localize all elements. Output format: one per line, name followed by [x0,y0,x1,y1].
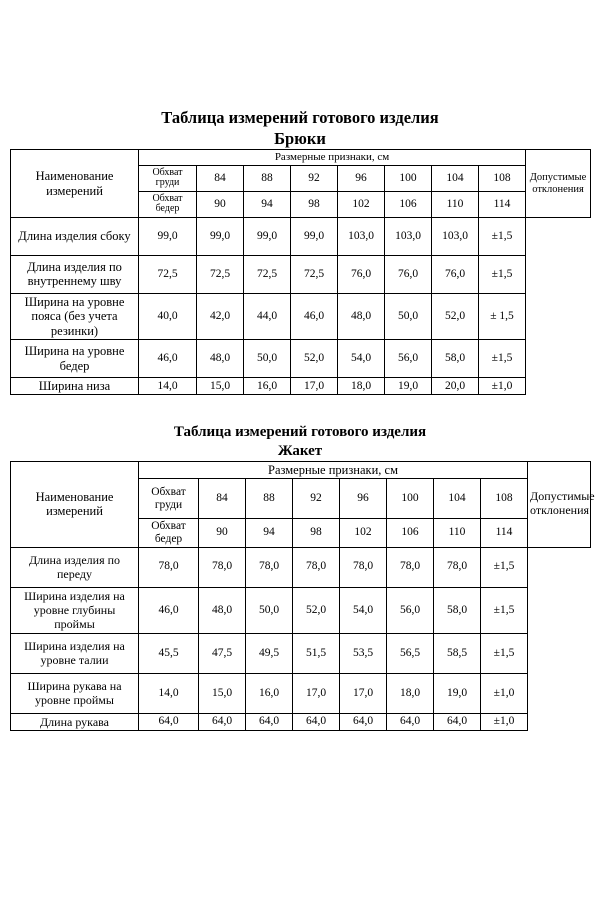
header-hips-102: 102 [340,519,387,547]
header-hips-106: 106 [387,519,434,547]
cell-value: 58,0 [434,587,481,633]
header-chest-84: 84 [199,479,246,519]
cell-deviation: ±1,5 [479,340,526,378]
cell-value: 50,0 [385,293,432,339]
cell-value: 56,0 [387,587,434,633]
header-hips-110: 110 [434,519,481,547]
cell-deviation: ± 1,5 [479,293,526,339]
header-name-column: Наименование измерений [11,461,139,547]
header-deviations: Допустимые отклонения [528,461,591,547]
header-chest-92: 92 [293,479,340,519]
header-chest-88: 88 [244,165,291,191]
header-chest-96: 96 [338,165,385,191]
table-1-title [10,0,590,149]
cell-deviation: ±1,5 [481,547,528,587]
header-chest-104: 104 [434,479,481,519]
cell-deviation: ±1,5 [479,255,526,293]
header-name-column: Наименование измерений [11,150,139,218]
header-chest-84: 84 [197,165,244,191]
cell-value: 50,0 [246,587,293,633]
cell-value: 72,5 [244,255,291,293]
row-label: Длина изделия по переду [11,547,139,587]
header-hips-98: 98 [291,191,338,217]
cell-value: 53,5 [340,633,387,673]
cell-value: 103,0 [338,217,385,255]
header-chest-100: 100 [387,479,434,519]
cell-deviation: ±1,5 [481,633,528,673]
header-chest-96: 96 [340,479,387,519]
cell-deviation: ±1,5 [481,587,528,633]
cell-value: 46,0 [139,340,197,378]
table-row [11,217,591,255]
header-hips-98: 98 [293,519,340,547]
row-label: Ширина на уровне пояса (без учета резинки) [11,293,139,339]
cell-value: 40,0 [139,293,197,339]
table-row [11,340,591,378]
row-label: Ширина изделия на уровне глубины проймы [11,587,139,633]
table-2-title-line-2: Жакет [277,443,323,460]
cell-value: 78,0 [139,547,199,587]
cell-value: 64,0 [293,713,340,730]
header-hips-102: 102 [338,191,385,217]
cell-value: 18,0 [338,378,385,395]
row-label: Длина изделия по внутреннему шву [11,255,139,293]
header-chest-88: 88 [246,479,293,519]
row-label: Длина рукава [11,713,139,730]
cell-value: 46,0 [291,293,338,339]
header-hips-90: 90 [199,519,246,547]
table-row [11,673,591,713]
table-row [11,547,591,587]
cell-value: 64,0 [139,713,199,730]
header-hips-94: 94 [244,191,291,217]
table-1-title-line-1: Таблица измерений готового изделия [161,108,439,127]
header-chest-label: Обхват груди [139,479,199,519]
cell-value: 52,0 [293,587,340,633]
row-label: Ширина низа [11,378,139,395]
cell-value: 58,0 [432,340,479,378]
table-2-title-line-1: Таблица измерений готового изделия [173,424,427,441]
cell-value: 44,0 [244,293,291,339]
cell-value: 17,0 [340,673,387,713]
cell-value: 19,0 [385,378,432,395]
row-label: Длина изделия сбоку [11,217,139,255]
cell-value: 48,0 [338,293,385,339]
row-label: Ширина рукава на уровне проймы [11,673,139,713]
cell-deviation: ±1,0 [481,713,528,730]
cell-value: 42,0 [197,293,244,339]
cell-value: 56,5 [387,633,434,673]
cell-value: 54,0 [340,587,387,633]
cell-value: 64,0 [199,713,246,730]
cell-value: 47,5 [199,633,246,673]
cell-value: 72,5 [139,255,197,293]
cell-value: 64,0 [434,713,481,730]
cell-value: 17,0 [291,378,338,395]
cell-deviation: ±1,0 [479,378,526,395]
cell-value: 15,0 [199,673,246,713]
cell-value: 64,0 [387,713,434,730]
cell-value: 78,0 [293,547,340,587]
measurements-table-jacket [10,461,595,731]
cell-value: 78,0 [387,547,434,587]
header-chest-108: 108 [481,479,528,519]
cell-value: 51,5 [293,633,340,673]
header-hips-114: 114 [479,191,526,217]
header-chest-100: 100 [385,165,432,191]
cell-value: 16,0 [244,378,291,395]
table-row [11,378,591,395]
cell-value: 78,0 [246,547,293,587]
row-label: Ширина изделия на уровне талии [11,633,139,673]
cell-value: 17,0 [293,673,340,713]
cell-value: 48,0 [197,340,244,378]
table-row [11,150,591,166]
cell-value: 54,0 [338,340,385,378]
cell-value: 72,5 [197,255,244,293]
header-sizes-span: Размерные признаки, см [139,461,528,478]
cell-value: 56,0 [385,340,432,378]
cell-value: 46,0 [139,587,199,633]
cell-value: 14,0 [139,673,199,713]
header-hips-106: 106 [385,191,432,217]
header-chest-92: 92 [291,165,338,191]
cell-value: 99,0 [139,217,197,255]
header-chest-label: Обхват груди [139,165,197,191]
measurements-table-trousers [10,149,591,395]
table-2-title [10,395,590,461]
cell-value: 72,5 [291,255,338,293]
cell-value: 15,0 [197,378,244,395]
cell-value: 78,0 [340,547,387,587]
table-row [11,713,591,730]
cell-value: 76,0 [385,255,432,293]
cell-value: 78,0 [199,547,246,587]
cell-deviation: ±1,5 [479,217,526,255]
header-hips-94: 94 [246,519,293,547]
header-sizes-span: Размерные признаки, см [139,150,526,166]
cell-value: 76,0 [432,255,479,293]
header-hips-label: Обхват бедер [139,191,197,217]
header-deviations: Допустимые отклонения [526,150,591,218]
cell-value: 49,5 [246,633,293,673]
cell-value: 58,5 [434,633,481,673]
header-hips-label: Обхват бедер [139,519,199,547]
cell-value: 103,0 [385,217,432,255]
table-row [11,461,591,478]
table-1-title-line-2: Брюки [274,128,326,148]
header-hips-110: 110 [432,191,479,217]
table-row [11,633,591,673]
cell-deviation: ±1,0 [481,673,528,713]
cell-value: 103,0 [432,217,479,255]
cell-value: 19,0 [434,673,481,713]
cell-value: 18,0 [387,673,434,713]
cell-value: 14,0 [139,378,197,395]
cell-value: 78,0 [434,547,481,587]
header-hips-90: 90 [197,191,244,217]
table-row [11,587,591,633]
cell-value: 16,0 [246,673,293,713]
header-chest-104: 104 [432,165,479,191]
cell-value: 99,0 [291,217,338,255]
row-label: Ширина на уровне бедер [11,340,139,378]
header-chest-108: 108 [479,165,526,191]
cell-value: 99,0 [244,217,291,255]
cell-value: 48,0 [199,587,246,633]
cell-value: 99,0 [197,217,244,255]
cell-value: 20,0 [432,378,479,395]
header-hips-114: 114 [481,519,528,547]
cell-value: 64,0 [246,713,293,730]
table-row [11,255,591,293]
cell-value: 52,0 [432,293,479,339]
cell-value: 64,0 [340,713,387,730]
cell-value: 45,5 [139,633,199,673]
cell-value: 52,0 [291,340,338,378]
table-row [11,293,591,339]
cell-value: 50,0 [244,340,291,378]
cell-value: 76,0 [338,255,385,293]
